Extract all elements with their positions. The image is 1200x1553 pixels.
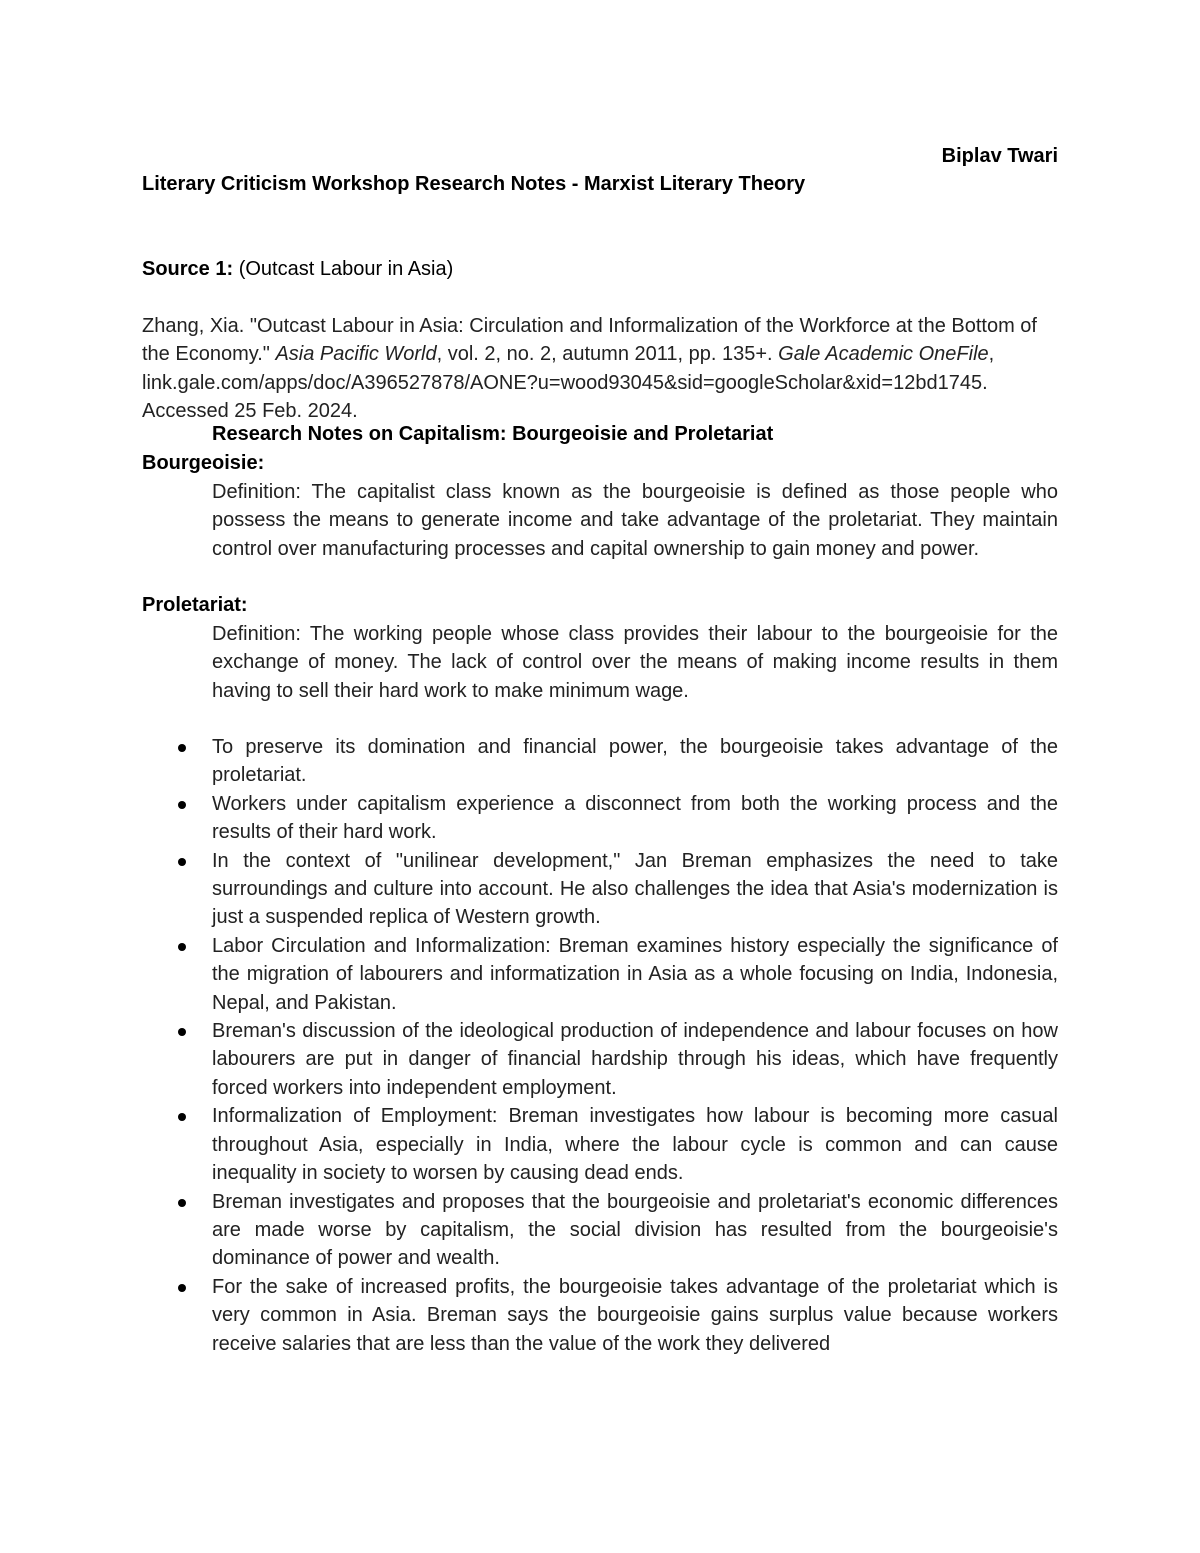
citation-details: , vol. 2, no. 2, autumn 2011, pp. 135+. [436, 343, 779, 366]
term-proletariat: Proletariat: [142, 594, 248, 616]
list-item-text: To preserve its domination and financial power, the bourgeoisie takes advantage of the proletariat. [212, 736, 1058, 787]
bullet-icon [178, 1113, 186, 1121]
bullet-icon [178, 1028, 186, 1036]
bullet-icon [178, 744, 186, 752]
bullet-icon [178, 943, 186, 951]
list-item [0, 1017, 1058, 1102]
definition-proletariat: Definition: The working people whose class provides their labour to the bourgeoisie for the exchange of money. The lack of control over the means of making income results in them having to sell their hard work to make minimum wage. [212, 623, 1058, 702]
bullet-icon [178, 801, 186, 809]
list-item-text: Breman investigates and proposes that the bourgeoisie and proletariat's economic differences are made worse by capitalism, the social division has resulted from the bourgeoisie's dominance of power and wealth. [212, 1190, 1058, 1270]
list-item [0, 1273, 1058, 1358]
list-item-text: Breman's discussion of the ideological production of independence and labour focuses on how labourers are put in danger of financial hardship through his ideas, which have frequently forced workers into independent employment. [212, 1020, 1058, 1099]
list-item [0, 847, 1058, 932]
source-heading [142, 255, 453, 283]
bullet-icon [178, 858, 186, 866]
list-item [0, 733, 1058, 790]
citation-database: Gale Academic OneFile [778, 343, 989, 366]
citation-link: , link.gale.com/apps/doc/A396527878/AONE?u=wood93045&sid=googleScholar&xid=12bd1745. Accessed 25 Feb. 2024. [142, 343, 995, 423]
list-item-text: For the sake of increased profits, the bourgeoisie takes advantage of the proletariat which is very common in Asia. Breman says the bourgeoisie gains surplus value because workers receive salaries that are less than the value of the work they delivered [212, 1275, 1058, 1355]
list-item-text: Workers under capitalism experience a disconnect from both the working process and the results of their hard work. [212, 792, 1058, 844]
notes-heading: Research Notes on Capitalism: Bourgeoisie and Proletariat [212, 423, 774, 445]
list-item [0, 790, 1058, 847]
list-item-text: Labor Circulation and Informalization: Breman examines history especially the significance of the migration of labourers and informatization in Asia as a whole focusing on India, Indonesia, Nepal, and Pakistan. [212, 934, 1058, 1014]
list-item [0, 932, 1058, 1017]
term-bourgeoisie: Bourgeoisie: [142, 452, 265, 474]
citation [142, 312, 1062, 426]
list-item-text: Informalization of Employment: Breman investigates how labour is becoming more casual throughout Asia, especially in India, where the labour cycle is common and can cause inequality in society to worsen by causing dead ends. [212, 1105, 1058, 1185]
list-item [0, 1188, 1058, 1273]
source-label: Source 1: [142, 258, 234, 280]
bullet-icon [178, 1284, 186, 1292]
list-item [0, 1102, 1058, 1187]
source-name: (Outcast Labour in Asia) [238, 258, 454, 280]
citation-text: Zhang, Xia. "Outcast Labour in Asia: Circulation and Informalization of the Workforce at the Bottom of the Economy." [142, 315, 1037, 366]
bullet-icon [178, 1199, 186, 1207]
list-item-text: In the context of "unilinear development," Jan Breman emphasizes the need to take surroundings and culture into account. He also challenges the idea that Asia's modernization is just a suspended replica of Western growth. [212, 849, 1058, 929]
document-title: Literary Criticism Workshop Research Notes - Marxist Literary Theory [142, 173, 806, 195]
definition-bourgeoisie: Definition: The capitalist class known as the bourgeoisie is defined as those people who possess the means to generate income and take advantage of the proletariat. They maintain control over manufacturing processes and capital ownership to gain money and power. [212, 481, 1058, 560]
citation-journal: Asia Pacific World [275, 343, 437, 366]
author-name: Biplav Twari [941, 145, 1058, 167]
notes-bullet-list [0, 733, 1200, 1358]
